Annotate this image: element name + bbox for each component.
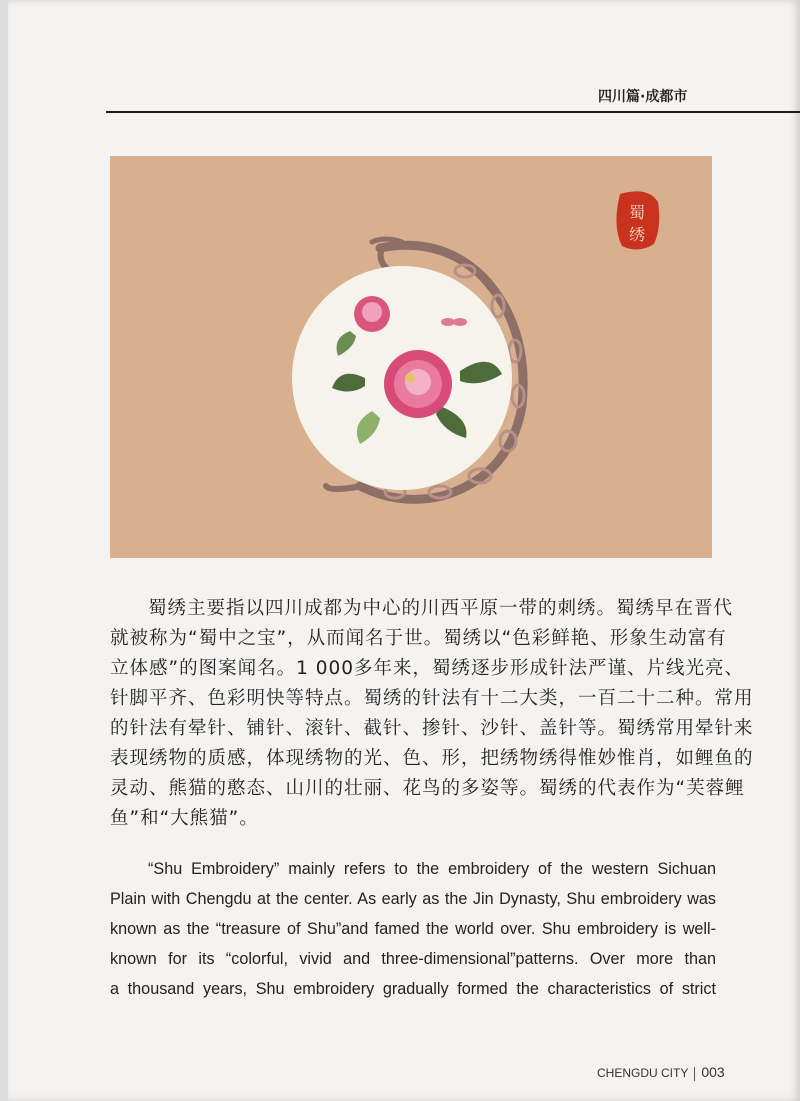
cn-line: 灵动、熊猫的憨态、山川的壮丽、花鸟的多姿等。蜀绣的代表作为“芙蓉鲤	[110, 778, 745, 799]
page-footer	[597, 1064, 725, 1081]
cn-line: 蜀绣主要指以四川成都为中心的川西平原一带的刺绣。蜀绣早在晋代	[148, 598, 734, 619]
page-number: 003	[701, 1064, 725, 1080]
seal-char-2: 绣	[628, 225, 646, 244]
cn-line: 就被称为“蜀中之宝”，从而闻名于世。蜀绣以“色彩鲜艳、形象生动富有	[110, 628, 727, 649]
en-line: known for its “colorful, vivid and three-dimensional”patterns. Over more than	[110, 950, 716, 968]
en-line: a thousand years, Shu embroidery gradually formed the characteristics of strict	[110, 980, 716, 998]
chinese-paragraph	[110, 594, 754, 834]
cn-line: 的针法有晕针、铺针、滚针、截针、掺针、沙针、盖针等。蜀绣常用晕针来	[110, 718, 754, 739]
en-line: Plain with Chengdu at the center. As early as the Jin Dynasty, Shu embroidery was	[110, 890, 716, 908]
large-peony	[384, 350, 452, 418]
cn-line: 立体感”的图案闻名。1 000多年来，蜀绣逐步形成针法严谨、片线光亮、	[110, 658, 745, 679]
cn-line: 鱼”和“大熊猫”。	[110, 808, 259, 829]
red-seal	[616, 191, 659, 249]
english-paragraph	[110, 854, 716, 1004]
header-rule	[106, 111, 800, 113]
cn-line: 针脚平齐、色彩明快等特点。蜀绣的针法有十二大类，一百二十二种。常用	[110, 688, 754, 709]
en-line: “Shu Embroidery” mainly refers to the embroidery of the western Sichuan	[148, 860, 716, 878]
en-line: known as the “treasure of Shu”and famed the world over. Shu embroidery is well-	[110, 920, 716, 938]
small-peony	[354, 296, 390, 332]
shu-embroidery-illustration	[110, 156, 712, 558]
embroidery-artwork	[110, 156, 712, 558]
footer-section: CHENGDU CITY	[597, 1066, 689, 1080]
footer-divider	[694, 1067, 695, 1081]
seal-char-1: 蜀	[628, 203, 646, 222]
page-header: 四川篇·成都市	[598, 89, 688, 105]
cn-line: 表现绣物的质感，体现绣物的光、色、形，把绣物绣得惟妙惟肖，如鲤鱼的	[110, 748, 754, 769]
